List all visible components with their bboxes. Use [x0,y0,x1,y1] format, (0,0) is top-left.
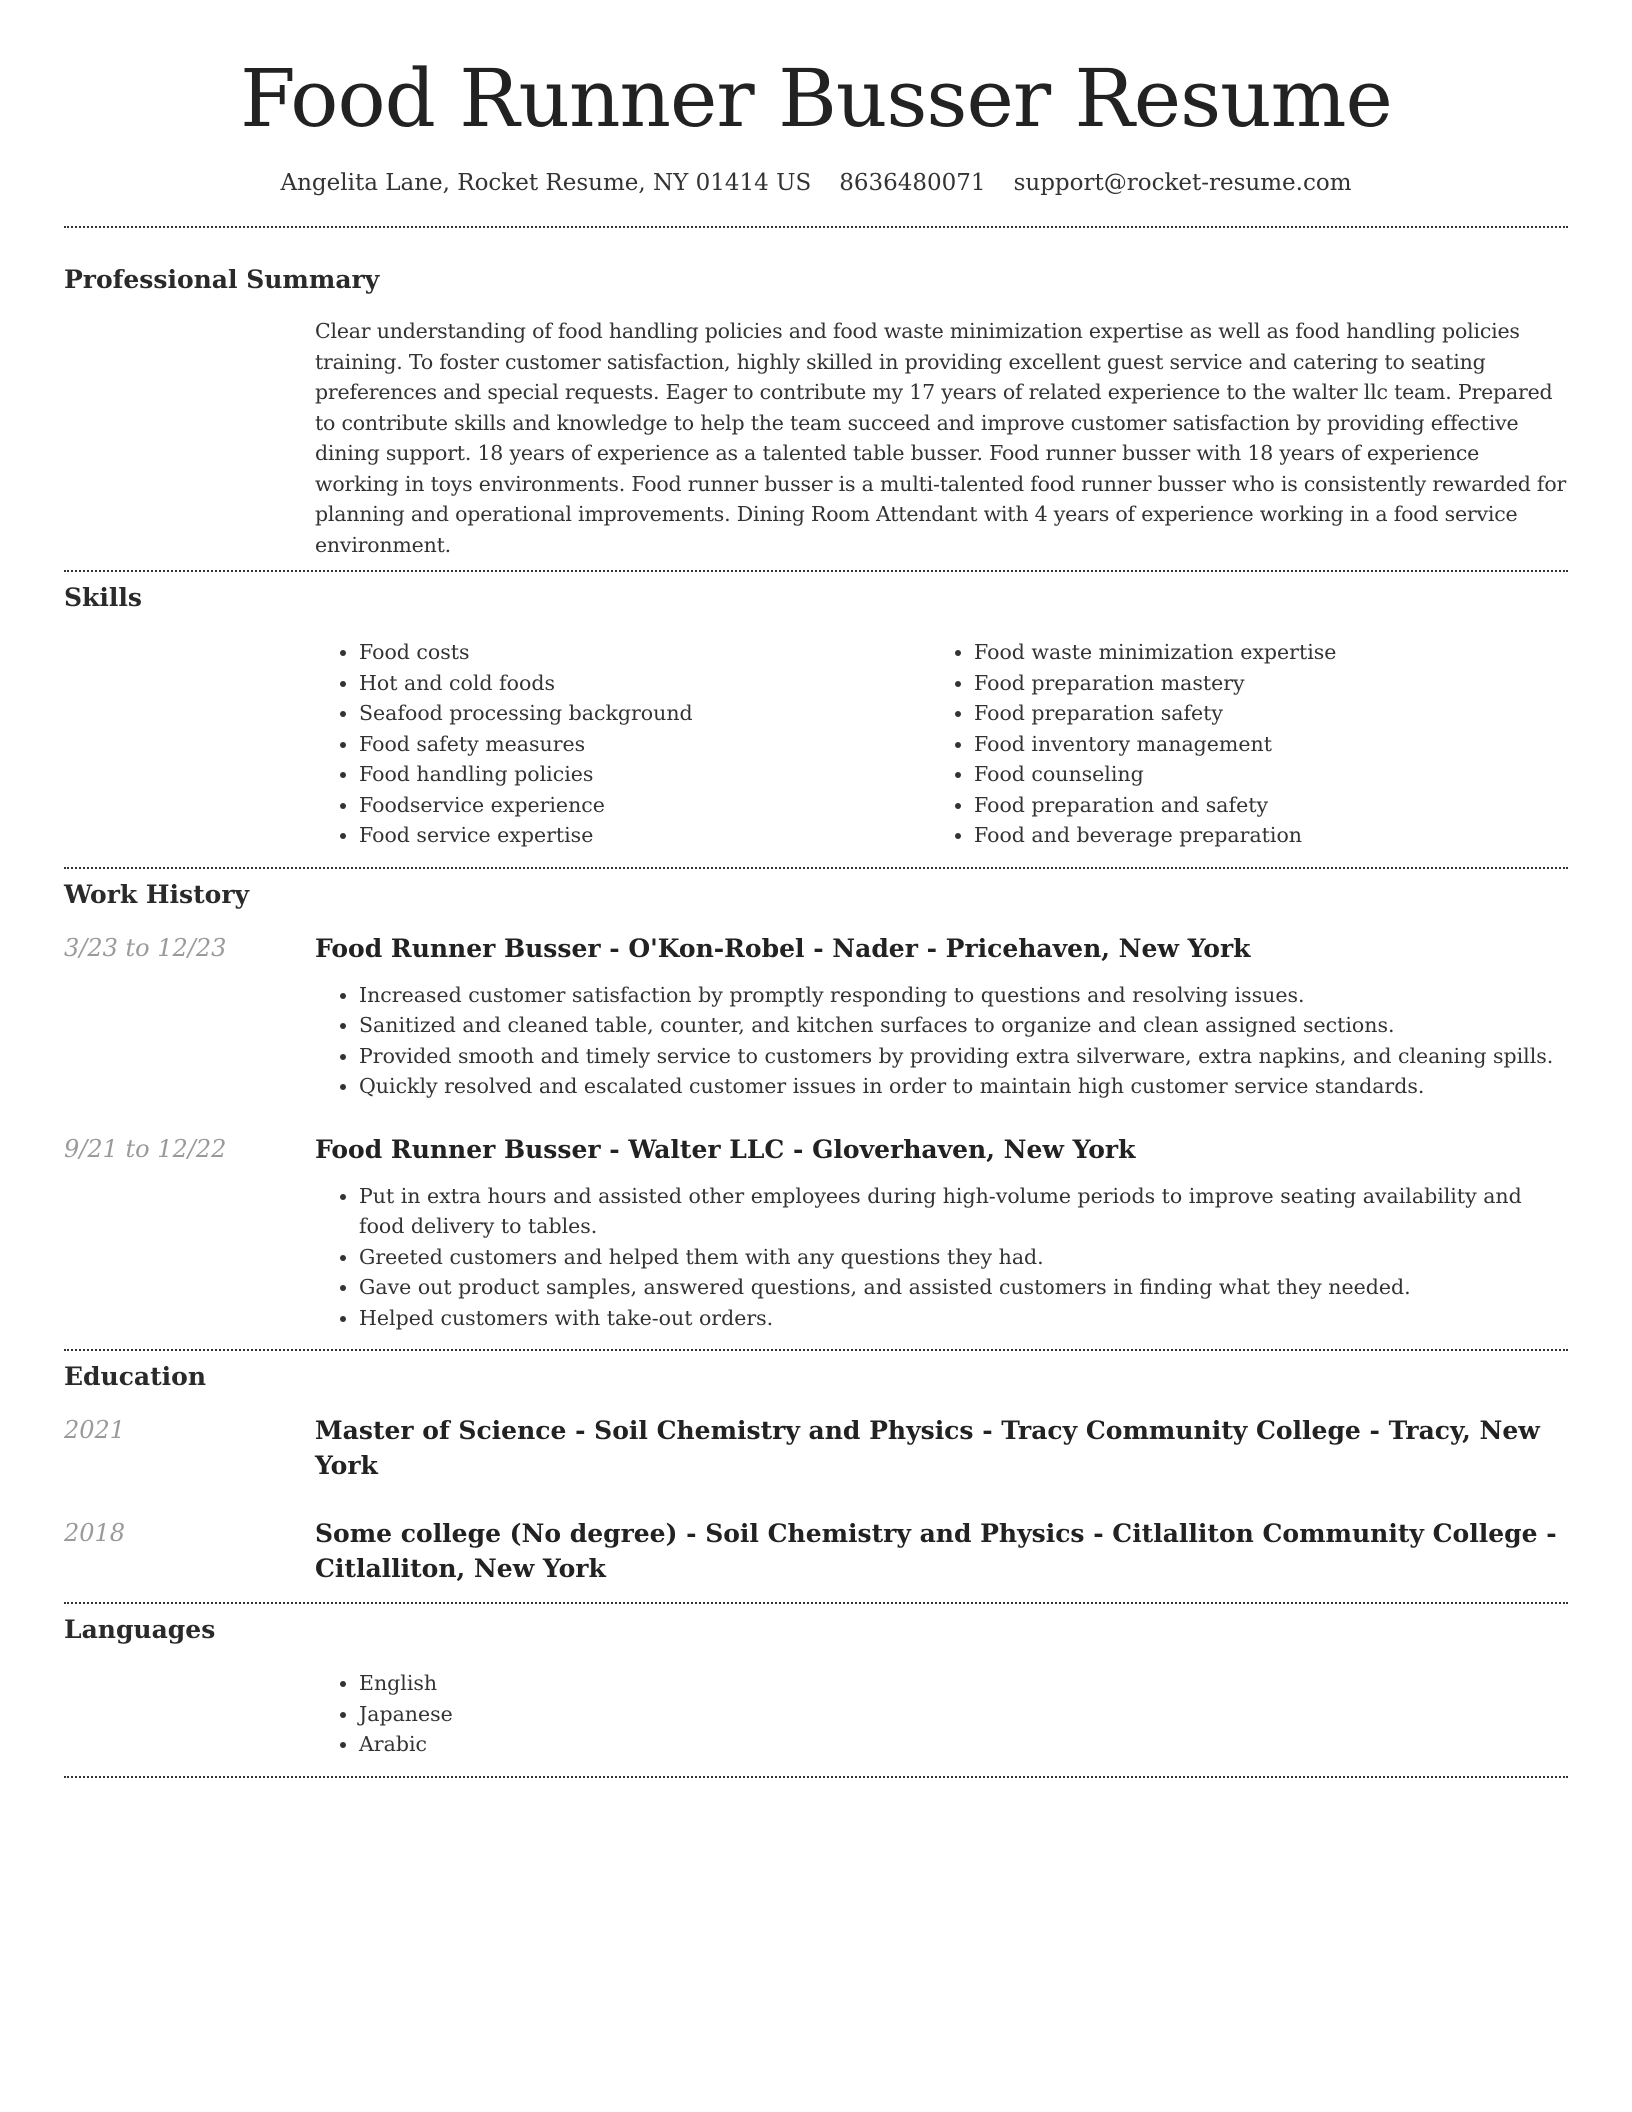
skill-item: • Food service expertise [359,820,930,851]
education-year: 2018 [64,1519,126,1547]
job-title: Food Runner Busser - O'Kon-Robel - Nader - Pricehaven, New York [315,933,1251,963]
education-detail: Some college (No degree) - Soil Chemistry and Physics - Citlalliton Community College - Citlalliton, New York [315,1519,1557,1583]
languages-section [64,1604,1568,1760]
skill-item: • Foodservice experience [359,790,930,821]
education-year: 2021 [64,1416,126,1444]
skill-item: • Food counseling [974,759,1545,790]
summary-text: Clear understanding of food handling policies and food waste minimization expertise as well as food handling policies training. To foster customer satisfaction, highly skilled in providing excellent guest service and catering to seating preferences and special requests. Eager to contribute my 17 years of related experience to the walter llc team. Prepared to contribute skills and knowledge to help the team succeed and improve customer satisfaction by providing effective dining support. 18 years of experience as a talented table busser. Food runner busser with 18 years of experience working in toys environments. Food runner busser is a multi-talented food runner busser who is consistently rewarded for planning and operational improvements. Dining Room Attendant with 4 years of experience working in a food service environment. [315,319,1567,557]
skill-item: • Seafood processing background [359,698,930,729]
languages-heading: Languages [64,1615,216,1644]
job-dates: 3/23 to 12/23 [64,933,227,962]
skills-column-right [930,637,1545,851]
summary-heading: Professional Summary [64,265,380,294]
skill-item: • Food inventory management [974,729,1545,760]
skill-item: • Food safety measures [359,729,930,760]
job-bullet: • Quickly resolved and escalated customer issues in order to maintain high customer service standards. [359,1071,1568,1102]
skills-section [64,572,1568,851]
skills-column-left [315,637,930,851]
resume-title: Food Runner Busser Resume [240,52,1392,145]
job-bullet: • Greeted customers and helped them with any questions they had. [359,1242,1568,1273]
job-title: Food Runner Busser - Walter LLC - Gloverhaven, New York [315,1134,1136,1164]
job-bullet: • Put in extra hours and assisted other employees during high-volume periods to improve seating availability and food delivery to tables. [359,1181,1568,1242]
divider [64,1776,1568,1778]
job-entry [64,1132,1568,1334]
skill-item: • Food preparation safety [974,698,1545,729]
language-item: • Arabic [359,1729,1568,1760]
skill-item: • Food waste minimization expertise [974,637,1545,668]
resume-page [64,0,1568,1778]
skill-item: • Food costs [359,637,930,668]
education-heading: Education [64,1362,207,1391]
education-entry [64,1516,1568,1586]
job-bullet: • Sanitized and cleaned table, counter, and kitchen surfaces to organize and clean assigned sections. [359,1010,1568,1041]
summary-section [64,228,1568,560]
job-entry [64,931,1568,1102]
skill-item: • Food preparation mastery [974,668,1545,699]
contact-address: Angelita Lane, Rocket Resume, NY 01414 US [280,170,812,196]
contact-phone: 8636480071 [839,170,986,196]
education-entry [64,1413,1568,1483]
work-heading: Work History [64,879,250,909]
contact-line [64,168,1568,198]
contact-email[interactable]: support@rocket-resume.com [1013,170,1352,196]
work-section [64,869,1568,1334]
education-section [64,1351,1568,1586]
language-item: • English [359,1668,1568,1699]
job-bullet: • Increased customer satisfaction by promptly responding to questions and resolving issues. [359,980,1568,1011]
job-bullet: • Gave out product samples, answered questions, and assisted customers in finding what they needed. [359,1272,1568,1303]
skills-heading: Skills [64,583,142,612]
job-bullet: • Helped customers with take-out orders. [359,1303,1568,1334]
skill-item: • Food preparation and safety [974,790,1545,821]
skill-item: • Hot and cold foods [359,668,930,699]
skill-item: • Food and beverage preparation [974,820,1545,851]
language-item: • Japanese [359,1699,1568,1730]
job-bullet: • Provided smooth and timely service to customers by providing extra silverware, extra napkins, and cleaning spills. [359,1041,1568,1072]
job-dates: 9/21 to 12/22 [64,1134,227,1163]
education-detail: Master of Science - Soil Chemistry and Physics - Tracy Community College - Tracy, New York [315,1416,1540,1480]
skill-item: • Food handling policies [359,759,930,790]
